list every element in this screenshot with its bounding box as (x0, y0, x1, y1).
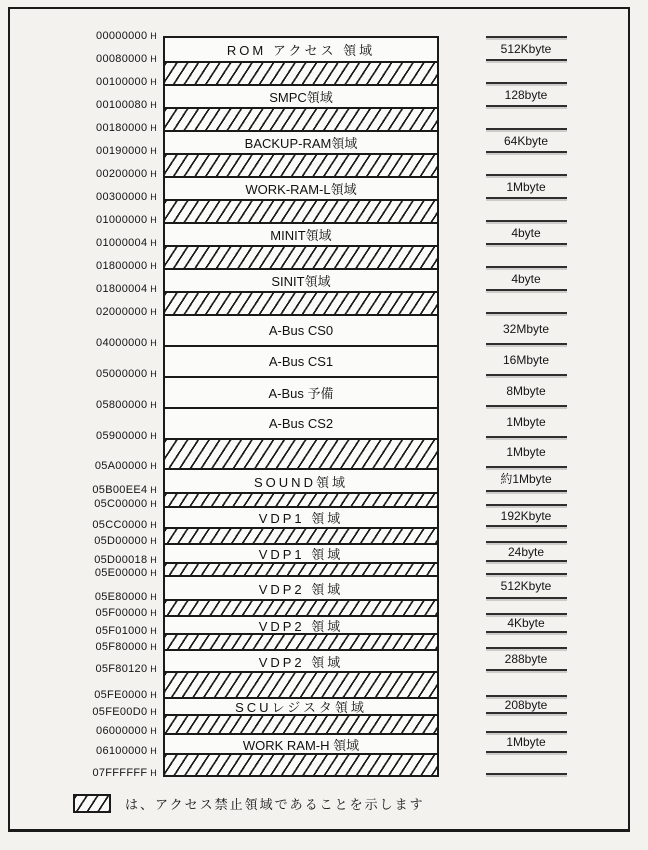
region-label: ROM アクセス 領域 (226, 43, 376, 58)
region-label: SINIT領域 (271, 274, 331, 289)
region-label: SCUレジスタ領域 (235, 700, 367, 714)
address-value: 01800004 (96, 283, 148, 295)
size-label: 512Kbyte (500, 579, 552, 593)
hex-suffix: H (147, 626, 157, 636)
size-divider (486, 466, 567, 468)
size-label: 64Kbyte (503, 133, 549, 148)
hex-suffix: H (147, 54, 157, 64)
hex-suffix: H (147, 485, 157, 495)
region-label: A-Bus CS2 (268, 416, 334, 431)
region-label: WORK RAM-H 領域 (242, 737, 360, 753)
hex-suffix: H (147, 555, 157, 565)
address-value: 06000000 (96, 725, 148, 737)
legend (73, 792, 425, 814)
hex-suffix: H (147, 238, 157, 248)
address-value: 00100000 (96, 76, 148, 88)
hex-suffix: H (147, 215, 157, 225)
hex-suffix: H (147, 31, 157, 41)
size-divider (486, 105, 567, 107)
region-label: VDP1 領域 (258, 547, 344, 562)
region-label: A-Bus 予備 (268, 386, 334, 401)
size-divider (486, 405, 567, 407)
size-label: 208byte (504, 697, 548, 712)
size-divider (486, 647, 567, 649)
size-label: 8Mbyte (506, 383, 546, 398)
size-divider (486, 151, 567, 153)
region-label: SMPC領域 (269, 90, 333, 105)
size-divider (486, 712, 567, 714)
address-value: 06100000 (96, 745, 148, 757)
region-label: BACKUP-RAM領域 (244, 136, 358, 151)
hex-suffix: H (147, 520, 157, 530)
region-label: A-Bus CS1 (268, 354, 334, 369)
address-value: 00100080 (96, 99, 148, 111)
address-value: 02000000 (96, 306, 148, 318)
hex-suffix: H (147, 608, 157, 618)
size-label: 128byte (504, 87, 548, 102)
address-value: 01000004 (96, 237, 148, 249)
region-label: VDP2 領域 (258, 581, 344, 597)
size-divider (486, 82, 567, 84)
size-label: 32Mbyte (502, 321, 550, 336)
size-divider (486, 266, 567, 268)
size-divider (486, 541, 567, 543)
region-label: VDP1 領域 (258, 511, 344, 526)
size-label: 288byte (504, 652, 548, 666)
hex-suffix: H (147, 592, 157, 602)
size-divider (486, 695, 567, 697)
size-divider (486, 343, 567, 345)
hex-suffix: H (147, 338, 157, 348)
region-label: A-Bus CS0 (268, 323, 334, 338)
hex-suffix: H (147, 499, 157, 509)
size-divider (486, 731, 567, 733)
size-divider (486, 613, 567, 615)
size-divider (486, 669, 567, 671)
size-divider (486, 59, 567, 61)
hex-suffix: H (147, 707, 157, 717)
address-value: 07FFFFFF (92, 767, 148, 779)
size-divider (486, 504, 567, 506)
hex-suffix: H (147, 461, 157, 471)
size-label: 192Kbyte (500, 508, 552, 523)
address-value: 04000000 (96, 337, 148, 349)
size-label: 4Kbyte (507, 616, 545, 630)
hex-suffix: H (147, 690, 157, 700)
hex-suffix: H (147, 123, 157, 133)
size-divider (486, 436, 567, 438)
address-value: 00190000 (96, 145, 148, 157)
size-divider (486, 573, 567, 575)
hex-suffix: H (147, 369, 157, 379)
size-label: 512Kbyte (500, 41, 552, 56)
size-label: 1Mbyte (506, 445, 546, 459)
address-value: 05FE0000 (94, 689, 148, 701)
size-divider (486, 631, 567, 633)
address-value: 05F80120 (95, 663, 148, 675)
address-value: 00180000 (96, 122, 148, 134)
address-value: 05D00018 (94, 554, 148, 566)
region-label: MINIT領域 (270, 228, 332, 243)
hex-suffix: H (147, 768, 157, 778)
address-value: 05E80000 (94, 591, 148, 603)
address-value: 05B00EE4 (92, 484, 148, 496)
size-label: 24byte (507, 544, 545, 559)
size-divider (486, 312, 567, 314)
size-divider (486, 174, 567, 176)
size-label: 16Mbyte (502, 352, 550, 367)
size-label: 1Mbyte (506, 414, 546, 429)
hex-suffix: H (147, 169, 157, 179)
hex-suffix: H (147, 431, 157, 441)
address-value: 00200000 (96, 168, 148, 180)
address-value: 05900000 (96, 430, 148, 442)
size-divider (486, 243, 567, 245)
hex-suffix: H (147, 400, 157, 410)
forbidden-region-swatch (73, 794, 111, 813)
region-label: SOUND領域 (254, 474, 348, 490)
address-value: 01800000 (96, 260, 148, 272)
region-label: VDP2 領域 (258, 654, 344, 670)
legend-text: は、アクセス禁止領域であることを示します (125, 796, 425, 812)
size-divider (486, 289, 567, 291)
size-divider (486, 197, 567, 199)
hex-suffix: H (147, 726, 157, 736)
size-divider (486, 525, 567, 527)
address-value: 05FE00D0 (92, 706, 148, 718)
size-divider (486, 773, 567, 775)
hex-suffix: H (147, 568, 157, 578)
size-divider (486, 751, 567, 753)
address-value: 01000000 (96, 214, 148, 226)
size-divider (486, 36, 567, 38)
address-value: 05F80000 (95, 641, 148, 653)
hex-suffix: H (147, 100, 157, 110)
size-label: 1Mbyte (506, 179, 546, 194)
size-divider (486, 560, 567, 562)
hex-suffix: H (147, 642, 157, 652)
address-value: 05800000 (96, 399, 148, 411)
address-value: 05A00000 (94, 460, 148, 472)
region-label: VDP2 領域 (258, 618, 344, 633)
size-label: 4byte (511, 225, 541, 240)
hex-suffix: H (147, 536, 157, 546)
hex-suffix: H (147, 146, 157, 156)
address-value: 05C00000 (94, 498, 148, 510)
hex-suffix: H (147, 261, 157, 271)
hex-suffix: H (147, 307, 157, 317)
address-value: 00080000 (96, 53, 148, 65)
size-divider (486, 128, 567, 130)
size-divider (486, 597, 567, 599)
size-divider (486, 490, 567, 492)
address-value: 05000000 (96, 368, 148, 380)
region-label: WORK-RAM-L領域 (245, 182, 357, 197)
hex-suffix: H (147, 284, 157, 294)
address-value: 05F01000 (95, 625, 148, 637)
address-value: 05CC0000 (92, 519, 148, 531)
hex-suffix: H (147, 746, 157, 756)
size-divider (486, 220, 567, 222)
address-value: 00000000 (96, 30, 148, 42)
hex-suffix: H (147, 664, 157, 674)
size-label: 1Mbyte (506, 735, 546, 749)
hex-suffix: H (147, 192, 157, 202)
address-value: 05D00000 (94, 535, 148, 547)
address-value: 05E00000 (94, 567, 148, 579)
hex-suffix: H (147, 77, 157, 87)
size-divider (486, 374, 567, 376)
size-label: 約1Mbyte (500, 472, 552, 486)
address-value: 00300000 (96, 191, 148, 203)
size-label: 4byte (511, 271, 541, 286)
address-value: 05F00000 (95, 607, 148, 619)
